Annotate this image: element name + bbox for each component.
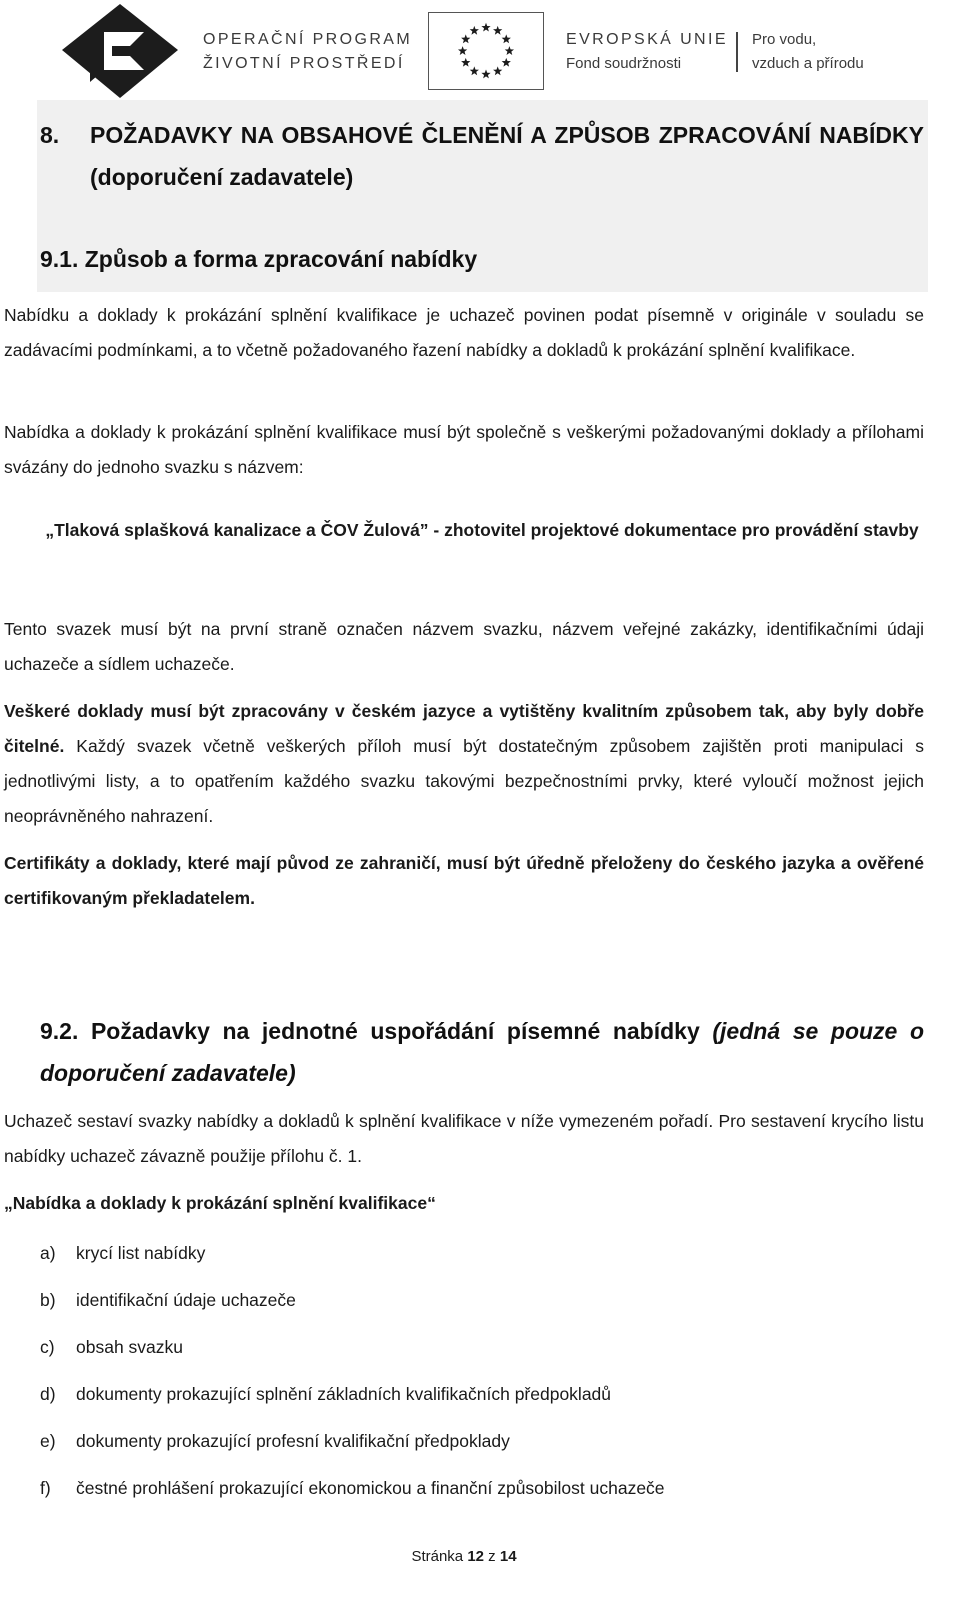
op-line-2: ŽIVOTNÍ PROSTŘEDÍ [203, 55, 405, 72]
section-9-2-note: (jedná se pouze o doporučení zadavatele) [40, 1018, 924, 1086]
paragraph-4-rest: Každý svazek včetně veškerých příloh musí být dostatečným způsobem zajištěn proti manipulaci s jednotlivými listy, a to opatřením každého svazku takovými bezpečnostními prvky, které vyloučí možnost jejich neoprávněného nahrazení. [4, 736, 924, 826]
paragraph-4-bold: Veškeré doklady musí být zpracovány v českém jazyce a vytištěny kvalitním způsobem tak, aby byly dobře čitelné. [4, 701, 924, 756]
section-9-2-heading [40, 1010, 924, 1094]
list-item: a) krycí list nabídky [40, 1243, 206, 1263]
slogan-line-2: vzduch a přírodu [752, 55, 864, 72]
eu-fund-name [566, 28, 728, 76]
eu-star-icon [505, 46, 514, 55]
op-program-name [203, 28, 412, 76]
eu-star-icon [470, 66, 479, 75]
eu-star-icon [502, 58, 511, 67]
op-line-1: OPERAČNÍ PROGRAM [203, 31, 413, 48]
slogan-line-1: Pro vodu, [752, 31, 817, 48]
paragraph-5: Certifikáty a doklady, které mají původ ze zahraničí, musí být úředně přeloženy do českého jazyka a ověřené certifikovaným překladatelem. [4, 853, 924, 908]
eu-star-icon [470, 26, 479, 35]
list-item: f) čestné prohlášení prokazující ekonomickou a finanční způsobilost uchazeče [40, 1478, 665, 1498]
eu-star-icon [502, 34, 511, 43]
paragraph-1: Nabídku a doklady k prokázání splnění kvalifikace je uchazeč povinen podat písemně v originále v souladu se zadávacími podmínkami, a to včetně požadovaného řazení nabídky a dokladů k prokázání splnění kvalifikace. [4, 305, 924, 360]
eu-star-icon [493, 66, 502, 75]
list-title: „Nabídka a doklady k prokázání splnění kvalifikace“ [4, 1193, 436, 1213]
bundle-name: „Tlaková splašková kanalizace a ČOV Žulová” - zhotovitel projektové dokumentace pro provádění stavby [45, 520, 919, 540]
header-divider [736, 32, 738, 72]
list-item: d) dokumenty prokazující splnění základních kvalifikačních předpokladů [40, 1384, 612, 1404]
section-8-title: POŽADAVKY NA OBSAHOVÉ ČLENĚNÍ A ZPŮSOB ZPRACOVÁNÍ NABÍDKY (doporučení zadavatele) [90, 122, 924, 190]
list-item: e) dokumenty prokazující profesní kvalifikační předpoklady [40, 1431, 510, 1451]
paragraph-2: Nabídka a doklady k prokázání splnění kvalifikace musí být společně s veškerými požadovanými doklady a přílohami svázány do jednoho svazku s názvem: [4, 422, 924, 477]
op-zp-logo-icon [60, 2, 180, 100]
paragraph-4 [4, 694, 924, 834]
list-item: c) obsah svazku [40, 1337, 184, 1357]
paragraph-3: Tento svazek musí být na první straně označen názvem svazku, názvem veřejné zakázky, identifikačními údaji uchazeče a sídlem uchazeče. [4, 619, 924, 674]
eu-star-icon [481, 70, 490, 79]
eu-flag-icon [428, 12, 544, 90]
paragraph-6: Uchazeč sestaví svazky nabídky a dokladů k splnění kvalifikace v níže vymezeném pořadí. Pro sestavení krycího listu nabídky uchazeč závazně použije přílohu č. 1. [4, 1111, 924, 1166]
eu-star-icon [461, 34, 470, 43]
eu-star-icon [481, 23, 490, 32]
section-9-1-heading: 9.1. Způsob a forma zpracování nabídky [40, 246, 478, 272]
section-8-number: 8. [40, 122, 60, 148]
eu-star-icon [461, 58, 470, 67]
section-8-heading [40, 114, 924, 198]
eu-star-icon [493, 26, 502, 35]
eu-star-icon [458, 46, 467, 55]
header-slogan [752, 28, 864, 76]
list-item: b) identifikační údaje uchazeče [40, 1290, 296, 1310]
eu-line-2: Fond soudržnosti [566, 55, 682, 72]
section-9-2-title: 9.2. Požadavky na jednotné uspořádání písemné nabídky [40, 1018, 713, 1044]
page-number: Stránka 12 z 14 [411, 1548, 517, 1565]
eu-line-1: EVROPSKÁ UNIE [566, 31, 728, 48]
